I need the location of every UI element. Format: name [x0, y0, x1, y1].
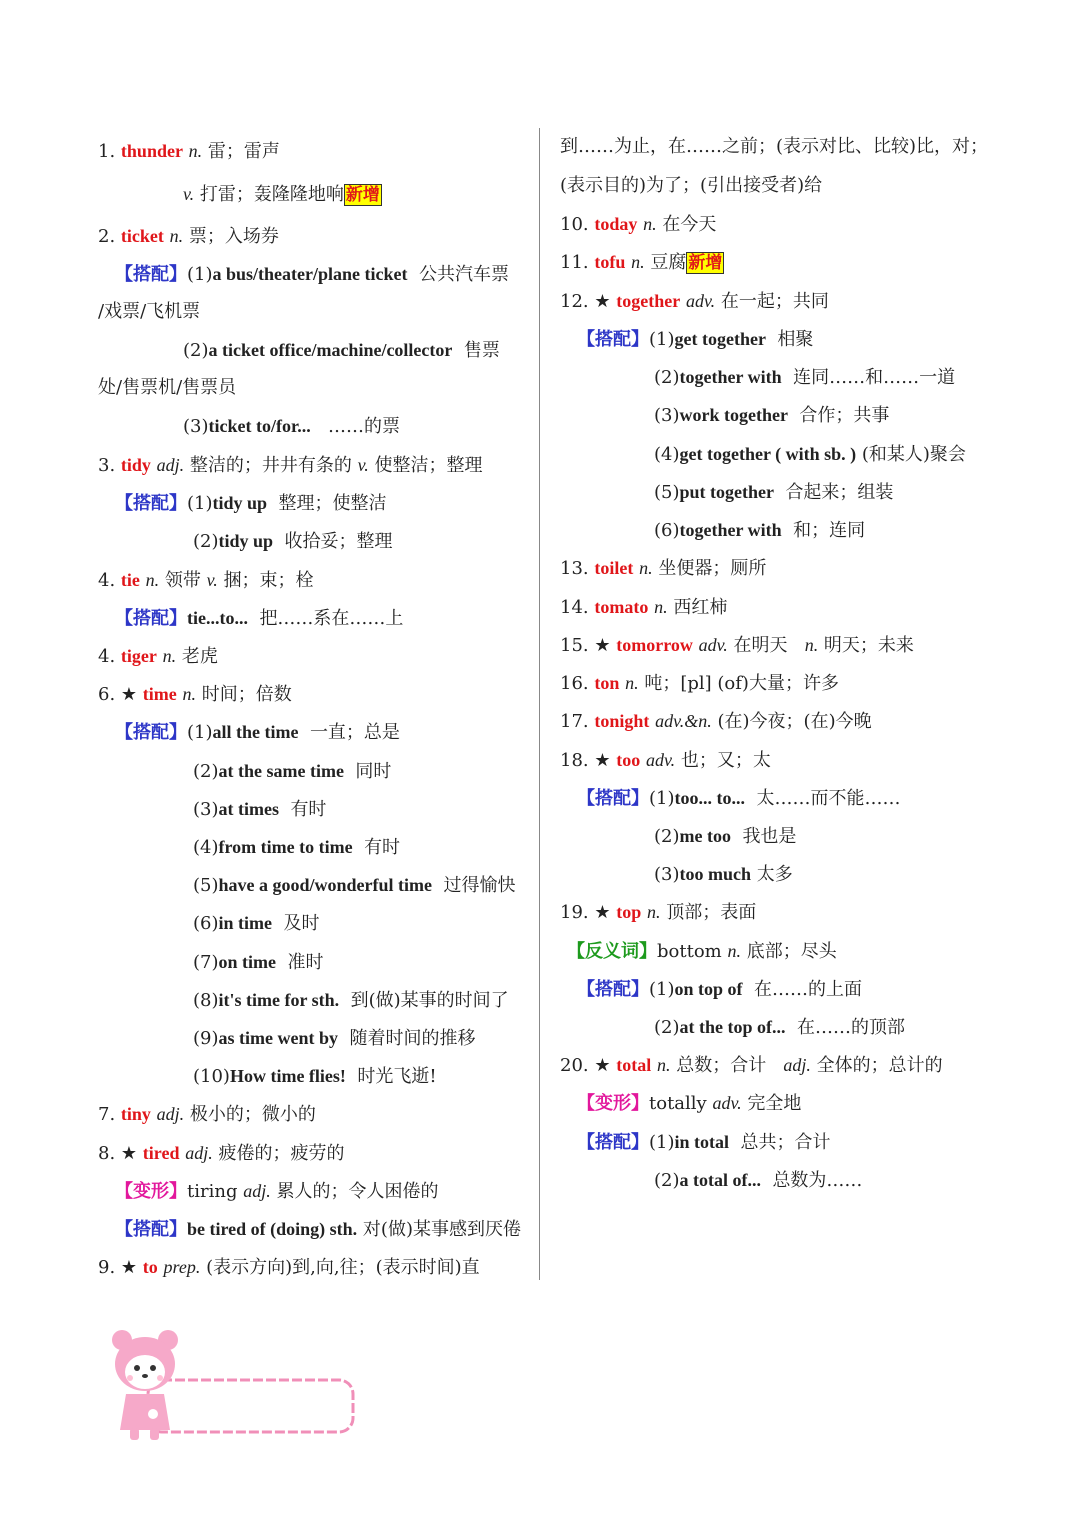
headword: time: [142, 684, 177, 704]
entry-today: 10. today n. 在今天: [560, 214, 717, 235]
collocation: 【搭配】be tired of (doing) sth. 对(做)某事感到厌倦: [115, 1219, 521, 1240]
collocation: (3)too much 太多: [654, 864, 793, 885]
star-icon: ★: [120, 684, 138, 705]
entry-too: 18. ★ too adv. 也；又；太: [560, 750, 771, 771]
collocation: (2)tidy up 收拾妥；整理: [193, 531, 393, 552]
star-icon: ★: [594, 291, 611, 312]
collocation-tag: 【搭配】: [115, 264, 187, 285]
entry-to-continued: 到……为止，在……之前；(表示对比、比较)比，对；: [560, 136, 989, 157]
entry-thunder: 1. thunder n. 雷；雷声: [98, 141, 280, 162]
entry-tomato: 14. tomato n. 西红柿: [560, 597, 728, 618]
headword: tonight: [594, 711, 650, 731]
headword: tomorrow: [616, 635, 693, 655]
collocation: (3)work together 合作；共事: [654, 405, 890, 426]
star-icon: ★: [594, 750, 611, 771]
entry-toilet: 13. toilet n. 坐便器；厕所: [560, 558, 767, 579]
entry-total: 20. ★ total n. 总数；合计 adj. 全体的；总计的: [560, 1055, 943, 1076]
headword: ton: [594, 673, 620, 693]
entry-tiger: 4. tiger n. 老虎: [98, 646, 218, 667]
headword: tomato: [594, 597, 649, 617]
headword: total: [616, 1055, 652, 1075]
collocation: (10)How time flies! 时光飞逝!: [193, 1066, 437, 1087]
collocation: (5)have a good/wonderful time 过得愉快: [193, 875, 516, 896]
new-badge: 新增: [345, 185, 380, 205]
headword: tiny: [120, 1104, 151, 1124]
star-icon: ★: [594, 1055, 611, 1076]
collocation-continued: 处/售票机/售票员: [98, 377, 237, 398]
headword: ticket: [120, 226, 164, 246]
entry-together: 12. ★ together adv. 在一起；共同: [560, 291, 829, 312]
collocation: (2)a total of... 总数为……: [654, 1170, 863, 1191]
collocation: (6)in time 及时: [193, 913, 320, 934]
headword: tired: [142, 1143, 180, 1163]
entry-thunder-verb: v. 打雷；轰隆隆地响 新增: [183, 184, 380, 205]
collocation: (3)ticket to/for... ……的票: [183, 416, 400, 437]
collocation: (7)on time 准时: [193, 952, 324, 973]
column-divider: [539, 128, 540, 1280]
entry-to-continued: (表示目的)为了；(引出接受者)给: [560, 175, 823, 196]
collocation: (2)a ticket office/machine/collector 售票: [183, 340, 500, 361]
headword: tie: [120, 570, 140, 590]
entry-tidy: 3. tidy adj. 整洁的；井井有条的 v. 使整洁；整理: [98, 455, 483, 476]
headword: today: [594, 214, 638, 234]
collocation: (9)as time went by 随着时间的推移: [193, 1028, 476, 1049]
collocation: 【搭配】(1)in total 总共；合计: [577, 1132, 831, 1153]
headword: thunder: [120, 141, 183, 161]
headword: too: [616, 750, 641, 770]
star-icon: ★: [120, 1143, 138, 1164]
headword: tiger: [120, 646, 157, 666]
entry-tonight: 17. tonight adv.&n. (在)今夜；(在)今晚: [560, 711, 872, 732]
collocation: 【搭配】(1)tidy up 整理；使整洁: [115, 493, 387, 514]
entry-ticket: 2. ticket n. 票；入场券: [98, 226, 279, 247]
entry-to: 9. ★ to prep. (表示方向)到,向,往；(表示时间)直: [98, 1257, 480, 1278]
entry-tomorrow: 15. ★ tomorrow adv. 在明天 n. 明天；未来: [560, 635, 914, 656]
entry-tie: 4. tie n. 领带 v. 捆；束；栓: [98, 570, 314, 591]
headword: top: [616, 902, 642, 922]
star-icon: ★: [594, 902, 611, 923]
collocation: (2)together with 连同……和……一道: [654, 367, 956, 388]
collocation: 【搭配】(1)on top of 在……的上面: [577, 979, 862, 1000]
entry-tiny: 7. tiny adj. 极小的；微小的: [98, 1104, 316, 1125]
collocation: (8)it's time for sth. 到(做)某事的时间了: [193, 990, 509, 1011]
collocation: (4)from time to time 有时: [193, 837, 401, 858]
collocation: (2)me too 我也是: [654, 826, 797, 847]
headword: to: [142, 1257, 158, 1277]
collocation: (5)put together 合起来；组装: [654, 482, 894, 503]
entry-tofu: 11. tofu n. 豆腐 新增: [560, 252, 723, 273]
collocation: (2)at the top of... 在……的顶部: [654, 1017, 905, 1038]
collocation: (2)at the same time 同时: [193, 761, 392, 782]
variant: 【变形】tiring adj. 累人的；令人困倦的: [115, 1181, 439, 1202]
headword: tofu: [594, 252, 626, 272]
collocation: (6)together with 和；连同: [654, 520, 866, 541]
collocation: 【搭配】(1)get together 相聚: [577, 329, 814, 350]
variant: 【变形】totally adv. 完全地: [577, 1093, 802, 1114]
variant-tag: 【变形】: [115, 1181, 187, 1202]
entry-top: 19. ★ top n. 顶部；表面: [560, 902, 757, 923]
entry-tired: 8. ★ tired adj. 疲倦的；疲劳的: [98, 1143, 345, 1164]
antonym: 【反义词】bottom n. 底部；尽头: [567, 941, 837, 962]
collocation: (3)at times 有时: [193, 799, 327, 820]
headword: toilet: [594, 558, 634, 578]
collocation: 【搭配】(1)all the time 一直；总是: [115, 722, 400, 743]
new-badge: 新增: [688, 253, 723, 273]
headword: together: [616, 291, 681, 311]
star-icon: ★: [120, 1257, 138, 1278]
collocation: 【搭配】(1)too... to... 太……而不能……: [577, 788, 901, 809]
entry-ton: 16. ton n. 吨；[pl] (of)大量；许多: [560, 673, 839, 694]
entry-time: 6. ★ time n. 时间；倍数: [98, 684, 292, 705]
cartoon-bear-girl-icon: [108, 1322, 358, 1442]
collocation-continued: /戏票/飞机票: [98, 301, 201, 322]
antonym-tag: 【反义词】: [567, 941, 657, 962]
headword: tidy: [120, 455, 151, 475]
star-icon: ★: [594, 635, 611, 656]
collocation: 【搭配】(1)a bus/theater/plane ticket 公共汽车票: [115, 264, 509, 285]
collocation: (4)get together ( with sb. ) (和某人)聚会: [654, 444, 966, 465]
collocation: 【搭配】tie...to... 把……系在……上: [115, 608, 404, 629]
